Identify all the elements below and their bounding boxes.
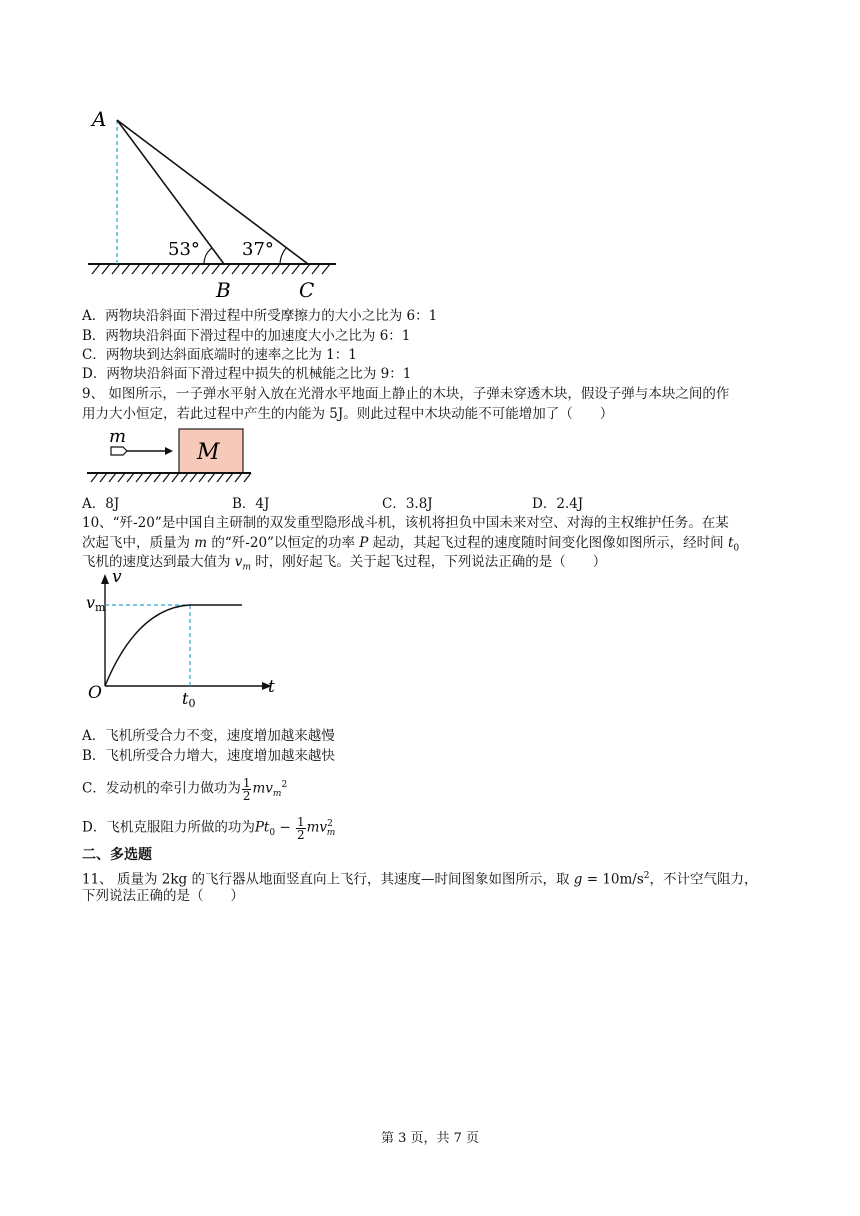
q9-option-c: C．3.8J (382, 496, 433, 512)
q8-option-b: B．两物块沿斜面下滑过程中的加速度大小之比为 6：1 (82, 328, 411, 344)
axis-label-v: v (112, 568, 122, 587)
label-c: C (299, 278, 315, 302)
q9-options (82, 495, 682, 513)
q9-option-d: D．2.4J (532, 496, 584, 512)
fig-label-m: m (109, 426, 127, 447)
q8-option-c: C．两物块到达斜面底端时的速率之比为 1：1 (82, 347, 357, 363)
angle-37: 37° (242, 239, 274, 260)
q11-stem-line2: 下列说法正确的是（ ） (82, 888, 244, 904)
q10-stem-line1: 10、“歼-20”是中国自主研制的双发重型隐形战斗机，该机将担负中国未来对空、对海的主权维护任务。在某 (82, 515, 729, 531)
angle-53: 53° (168, 239, 200, 260)
q8-option-a: A．两物块沿斜面下滑过程中所受摩擦力的大小之比为 6：1 (82, 308, 438, 324)
page-footer: 第 3 页，共 7 页 (380, 1131, 480, 1146)
fraction-half: $\frac{1}{2}$ (242, 775, 251, 803)
q9-option-a: A．8J (82, 496, 120, 512)
q10-stem-line2: 次起飞中，质量为 m 的“歼-20”以恒定的功率 P 起动，其起飞过程的速度随时间变化图像如图所示，经时间 $t_0$ (82, 535, 740, 554)
q9-stem-line1: 9、 如图所示，一子弹水平射入放在光滑水平地面上静止的木块，子弹未穿透木块，假设子弹与本块之间的作 (82, 386, 730, 402)
t0-label: t0 (182, 689, 196, 708)
q10-stem-line3: 飞机的速度达到最大值为 $v_m$ 时，刚好起飞。关于起飞过程，下列说法正确的是（ ） (82, 554, 607, 573)
section-heading-multiple-choice: 二、多选题 (82, 847, 152, 863)
bullet-block-figure (85, 425, 285, 487)
q10-option-b: B．飞机所受合力增大，速度增加越来越快 (82, 748, 335, 764)
q11-stem-line1: 11、 质量为 2kg 的飞行器从地面竖直向上飞行，其速度—时间图象如图所示，取 $g = 10m/s^2$，不计空气阻力， (82, 871, 758, 888)
origin-label: O (88, 683, 102, 703)
q10-option-c: C．发动机的牵引力做功为 $\frac{1}{2}$ $mv_m^2$ (82, 775, 288, 803)
q9-option-b: B．4J (232, 496, 270, 512)
q9-stem-line2: 用力大小恒定，若此过程中产生的内能为 5J。则此过程中木块动能不可能增加了（ ） (82, 406, 614, 422)
axis-label-t: t (268, 677, 275, 697)
velocity-time-graph (82, 568, 282, 708)
q10-option-a: A．飞机所受合力不变，速度增加越来越慢 (82, 728, 335, 744)
incline-figure (82, 100, 352, 305)
label-b: B (216, 278, 231, 302)
q10-option-d: D．飞机克服阻力所做的功为$Pt_0$ − $\frac{1}{2}$ $mv^2_m$ (82, 814, 336, 842)
label-a: A (92, 107, 107, 131)
fig-label-M: M (197, 440, 220, 465)
fraction-half: $\frac{1}{2}$ (296, 814, 305, 842)
q8-option-d: D．两物块沿斜面下滑过程中损失的机械能之比为 9：1 (82, 366, 412, 382)
vm-label: vm (86, 593, 106, 614)
